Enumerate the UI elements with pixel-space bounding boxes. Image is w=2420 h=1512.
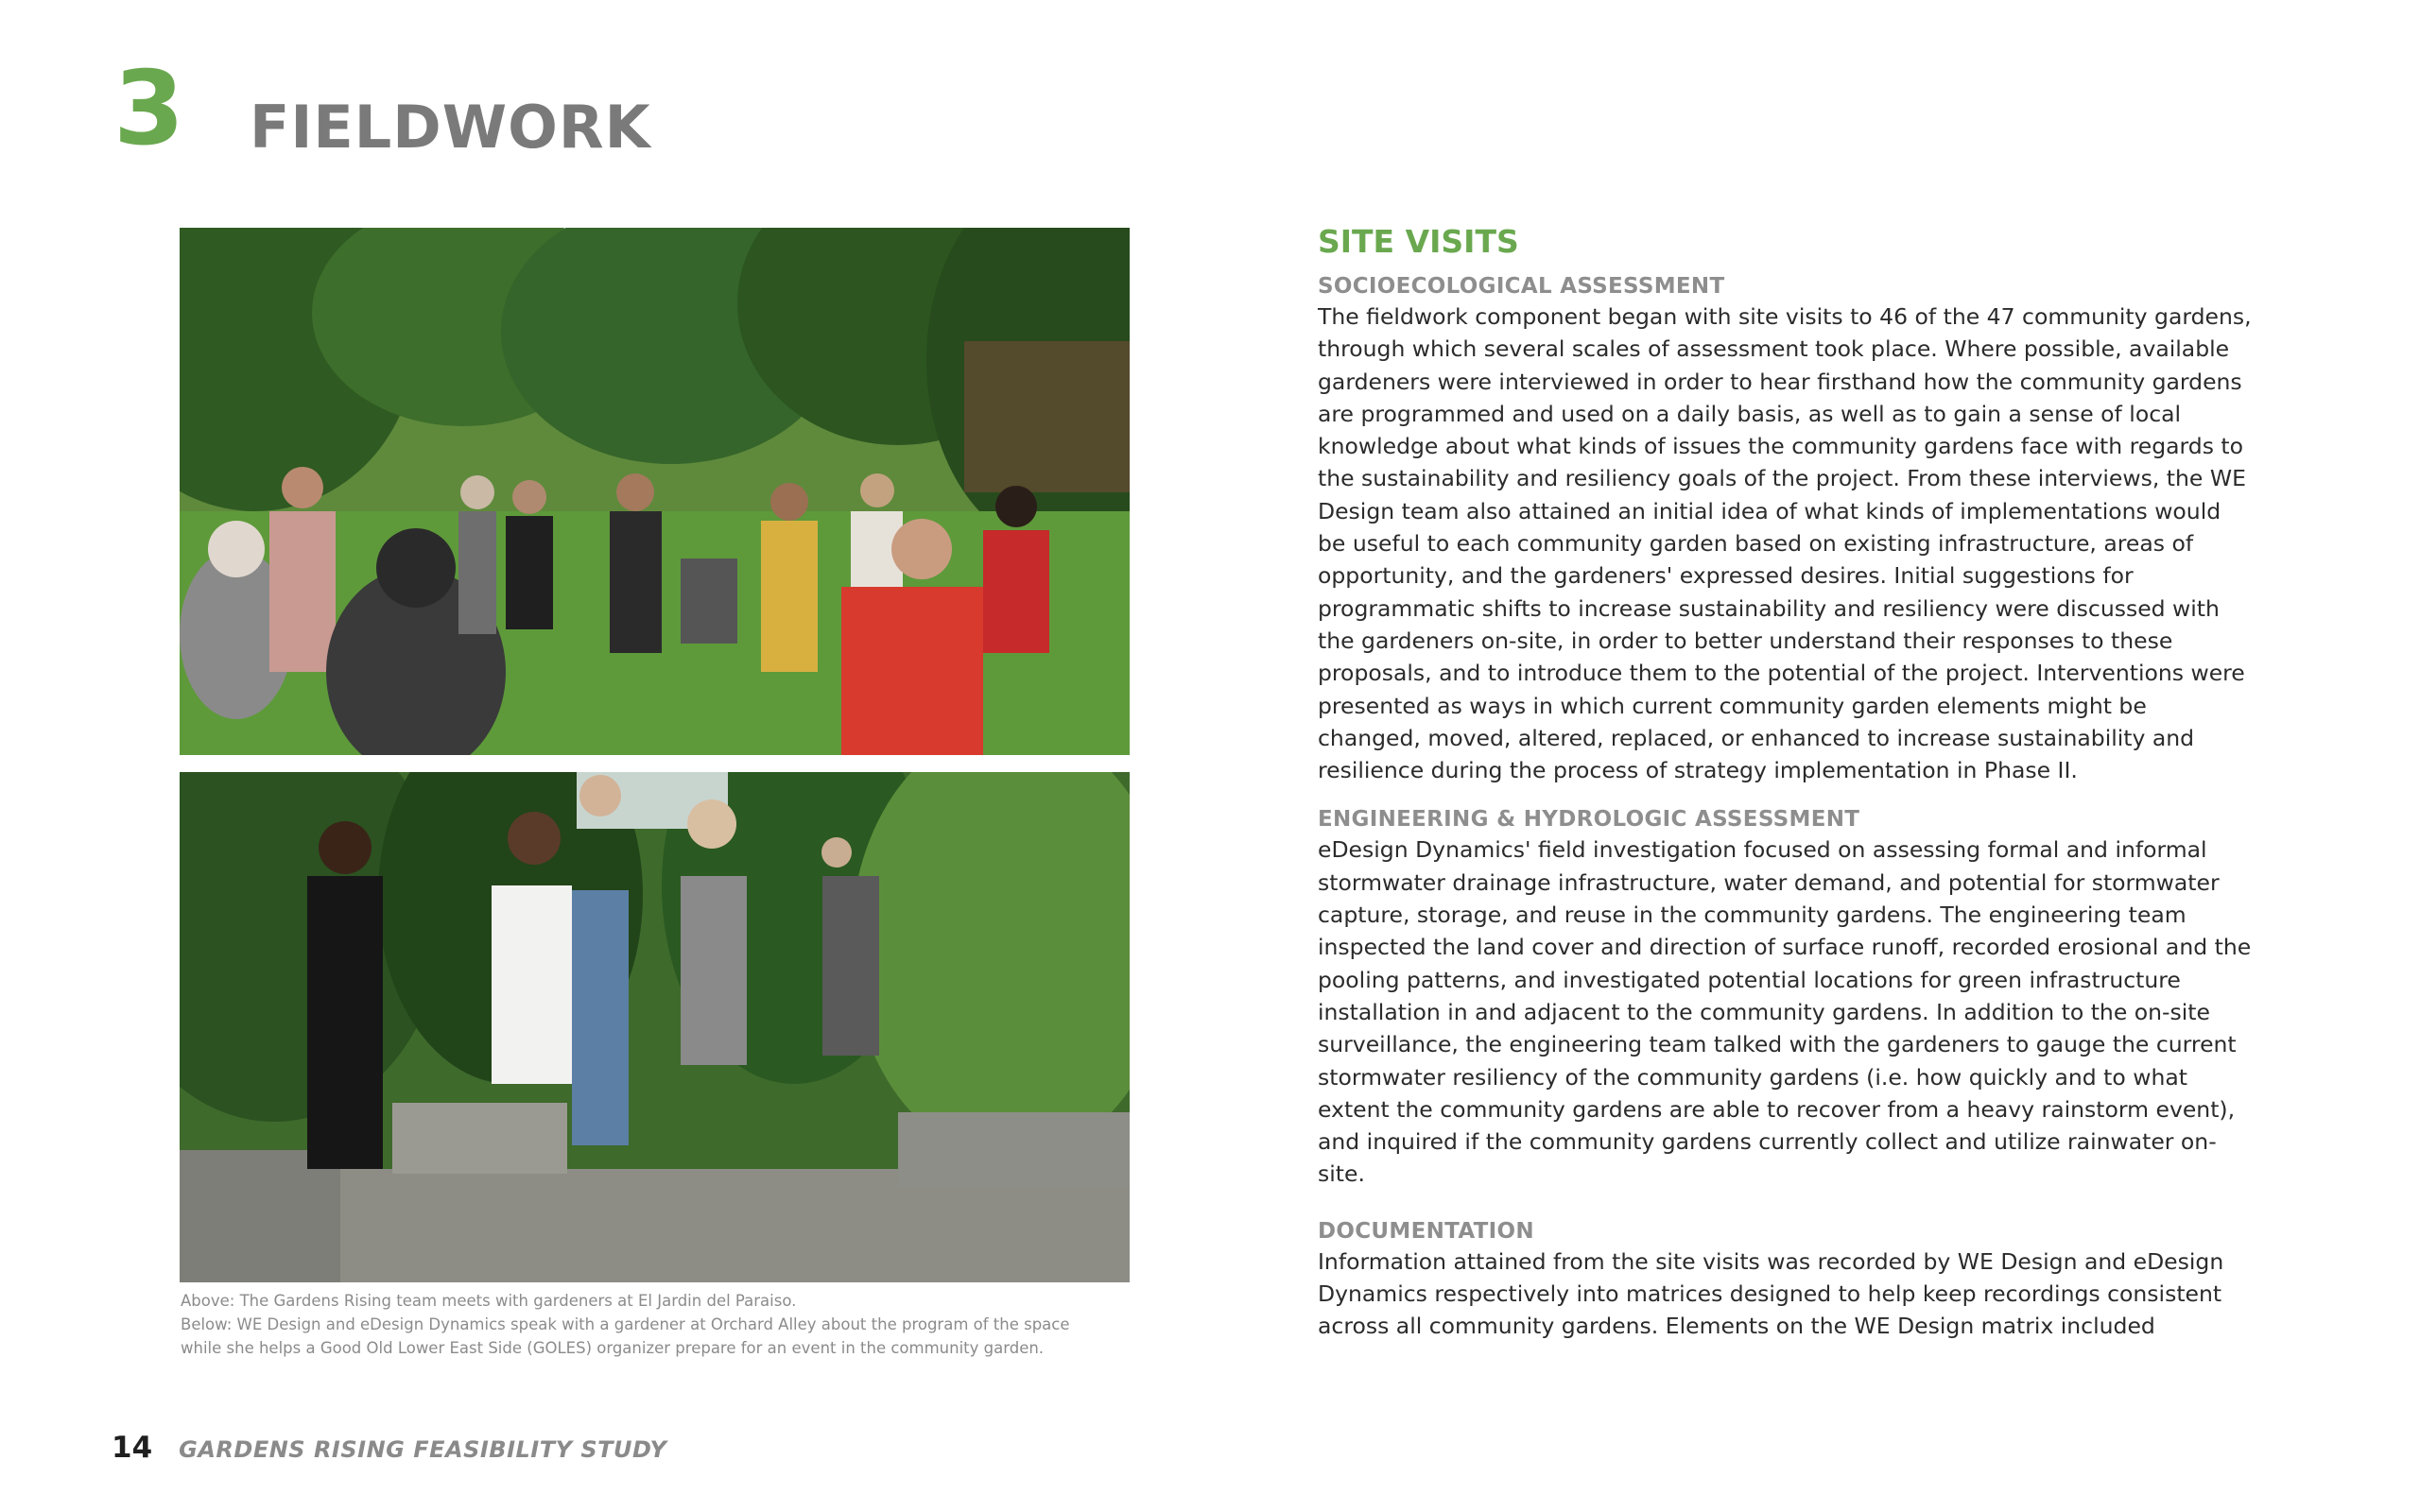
page-number: 14	[112, 1431, 153, 1465]
photo-garden-meeting-image	[180, 228, 1130, 755]
photo-orchard-alley	[180, 772, 1130, 1282]
section-title: SITE VISITS	[1318, 223, 1519, 260]
engineering-body: eDesign Dynamics' field investigation focused on assessing formal and informal stormwater drainage infrastructure, water demand, and potential for stormwater capture, storage, and reuse in the community gardens. The engineering team inspected the land cover and direction of surface runoff, recorded erosional and the pooling patterns, and investigated potential locations for green infrastructure installation in and adjacent to the community gardens. In addition to the on-site surveillance, the engineering team talked with the gardeners to gauge the current stormwater resiliency of the community gardens (i.e. how quickly and to what extent the community gardens are able to recover from a heavy rainstorm event), and inquired if the community gardens currently collect and utilize rainwater on-site.	[1318, 836, 2252, 1188]
chapter-number: 3	[113, 50, 185, 168]
chapter-title: FIELDWORK	[250, 93, 651, 162]
engineering-heading: ENGINEERING & HYDROLOGIC ASSESSMENT	[1318, 807, 1860, 833]
socioecological-body: The fieldwork component began with site visits to 46 of the 47 community gardens, through which several scales of assessment took place. Where possible, available gardeners were interviewed in order to hear firsthand how the community gardens are programmed and used on a daily basis, as well as to gain a sense of local knowledge about what kinds of issues the community gardens face with regards to the sustainability and resiliency goals of the project. From these interviews, the WE Design team also attained an initial idea of what kinds of implementations would be useful to each community garden based on existing infrastructure, areas of opportunity, and the gardeners' expressed desires. Initial suggestions for programmatic shifts to increase sustainability and resiliency were discussed with the gardeners on-site, in order to better understand their responses to these proposals, and to introduce them to the potential of the project. Interventions were presented as ways in which current community garden elements might be changed, moved, altered, replaced, or enhanced to increase sustainability and resilience during the process of strategy implementation in Phase II.	[1318, 303, 2252, 784]
caption-above: Above: The Gardens Rising team meets with gardeners at El Jardin del Paraiso.	[181, 1292, 797, 1310]
documentation-body: Information attained from the site visits was recorded by WE Design and eDesign Dynamics respectively into matrices designed to help keep recordings consistent across all community gardens. Elements on the WE Design matrix included	[1318, 1247, 2224, 1340]
photo-garden-meeting	[180, 228, 1130, 755]
page-footer	[112, 1431, 666, 1465]
running-title: GARDENS RISING FEASIBILITY STUDY	[179, 1436, 667, 1463]
photo-caption	[181, 1289, 1145, 1360]
documentation-heading: DOCUMENTATION	[1318, 1218, 1534, 1244]
site-visits-section	[1318, 223, 2282, 1343]
caption-below-line-2: while she helps a Good Old Lower East Side (GOLES) organizer prepare for an event in the community garden.	[181, 1339, 1045, 1357]
caption-below-line-1: Below: WE Design and eDesign Dynamics speak with a gardener at Orchard Alley about the program of the space	[181, 1315, 1070, 1333]
photo-orchard-alley-image	[180, 772, 1130, 1282]
socioecological-heading: SOCIOECOLOGICAL ASSESSMENT	[1318, 274, 1725, 299]
